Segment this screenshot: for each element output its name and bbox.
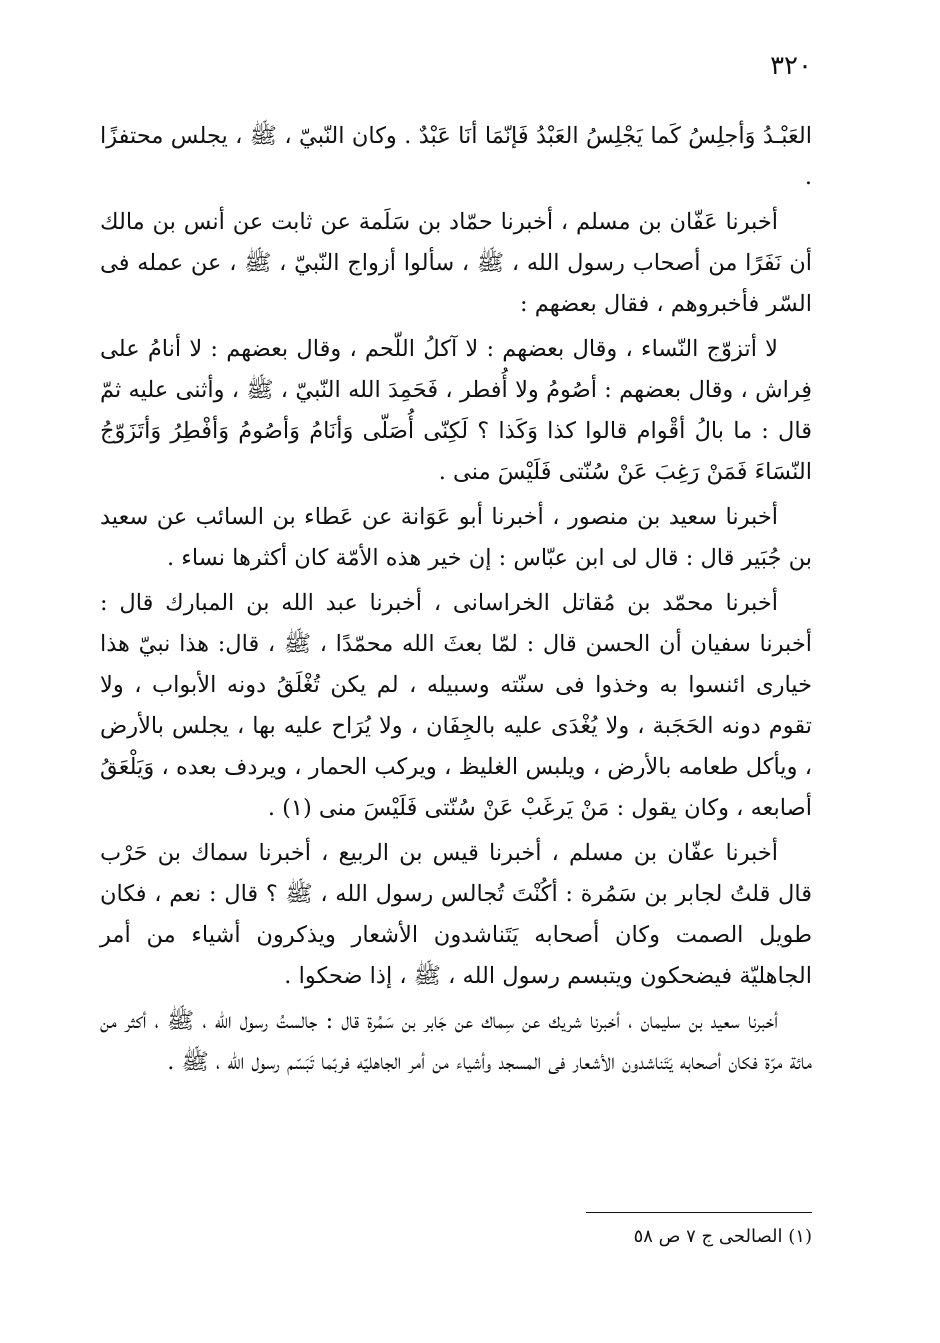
- footnote: (١) الصالحى ج ٧ ص ٥٨: [633, 1226, 812, 1247]
- footnote-divider: [586, 1212, 812, 1213]
- paragraph-continuation: العَبْـدُ وَأجلِسُ كَما يَجْلِسُ العَبْدُ فَإنّمَا أنَا عَبْدٌ . وكان النّبيّ ، ﷺ ، يجلس محتفزًا .: [100, 123, 812, 190]
- paragraph-jabir-2: أخبرنا سعيد بن سليمان ، أخبرنا شريك عن سِماك عن جَابر بن سَمُرة قال : جالستُ رسول الله ، ﷺ ، أكثر من مائة مرّة فكان أصحابه يَتَناشدون الأشعار فى المسجد وأشياء من أمر الجاهليّه فربّما تَبَسّم رسول الله ، ﷺ .: [100, 1008, 812, 1075]
- paragraph-jabir-1: أخبرنا عفّان بن مسلم ، أخبرنا قيس بن الربيع ، أخبرنا سماك بن حَرْب قال قلتُ لجابر بن سَمُرة : أكُنْتَ تُجالس رسول الله ، ﷺ ؟ قال : نعم ، فكان طويل الصمت وكان أصحابه يَتَناشدون الأشعار ويذكرون أشياء من أمر الجاهليّة فيضحكون ويتبسم رسول الله ، ﷺ ، إذا ضحكوا .: [100, 840, 812, 989]
- paragraph-sunnah-saying: لا أتزوّج النّساء ، وقال بعضهم : لا آكلُ اللّحم ، وقال بعضهم : لا أنامُ على فِراش ، وقال بعضهم : أصُومُ ولا أُفطر ، فَحَمِدَ الله النّبيّ ، ﷺ ، وأثنى عليه ثمّ قال : ما بالُ أقْوام قالوا كذا وَكَذا ؟ لَكِنّى أُصَلّى وَأنَامُ وَأصُومُ وَأفْطِرُ وَأتَزَوّجُ النّسَاءَ فَمَنْ رَغِبَ عَنْ سُنّتى فَلَيْسَ منى .: [100, 336, 812, 485]
- paragraph-ibn-abbas: أخبرنا سعيد بن منصور ، أخبرنا أبو عَوَانة عن عَطاء بن السائب عن سعيد بن جُبَير قال : قال لى ابن عبّاس : إن خير هذه الأمّة كان أكثرها نساء .: [100, 504, 812, 571]
- body-text: [100, 116, 812, 1087]
- paragraph-al-hasan: أخبرنا محمّد بن مُقاتل الخراسانى ، أخبرنا عبد الله بن المبارك قال : أخبرنا سفيان أن الحسن قال : لمّا بعثَ الله محمّدًا ، ﷺ ، قال: هذا نبيّ هذا خيارى ائنسوا به وخذوا فى سنّته وسبيله ، لم يكن تُغْلَقُ دونه الأبواب ، ولا تقوم دونه الحَجَبة ، ولا يُغْدَى عليه بالجِفَان ، ولا يُرَاح عليه بها ، يجلس بالأرض ، ويأكل طعامه بالأرض ، ويلبس الغليظ ، ويركب الحمار ، ويردف بعده ، وَيَلْعَقُ أصابعه ، وكان يقول : مَنْ يَرغَبْ عَنْ سُنّتى فَلَيْسَ منى (١) .: [100, 590, 812, 821]
- page-number: ٣٢٠: [770, 51, 812, 81]
- paragraph-anas-hadith: أخبرنا عَفّان بن مسلم ، أخبرنا حمّاد بن سَلَمة عن ثابت عن أنس بن مالك أن نَفَرًا من أصحاب رسول الله ، ﷺ ، سألوا أزواج النّبيّ ، ﷺ ، عن عمله فى السّر فأخبروهم ، فقال بعضهم :: [100, 209, 812, 317]
- book-page: [100, 40, 812, 1310]
